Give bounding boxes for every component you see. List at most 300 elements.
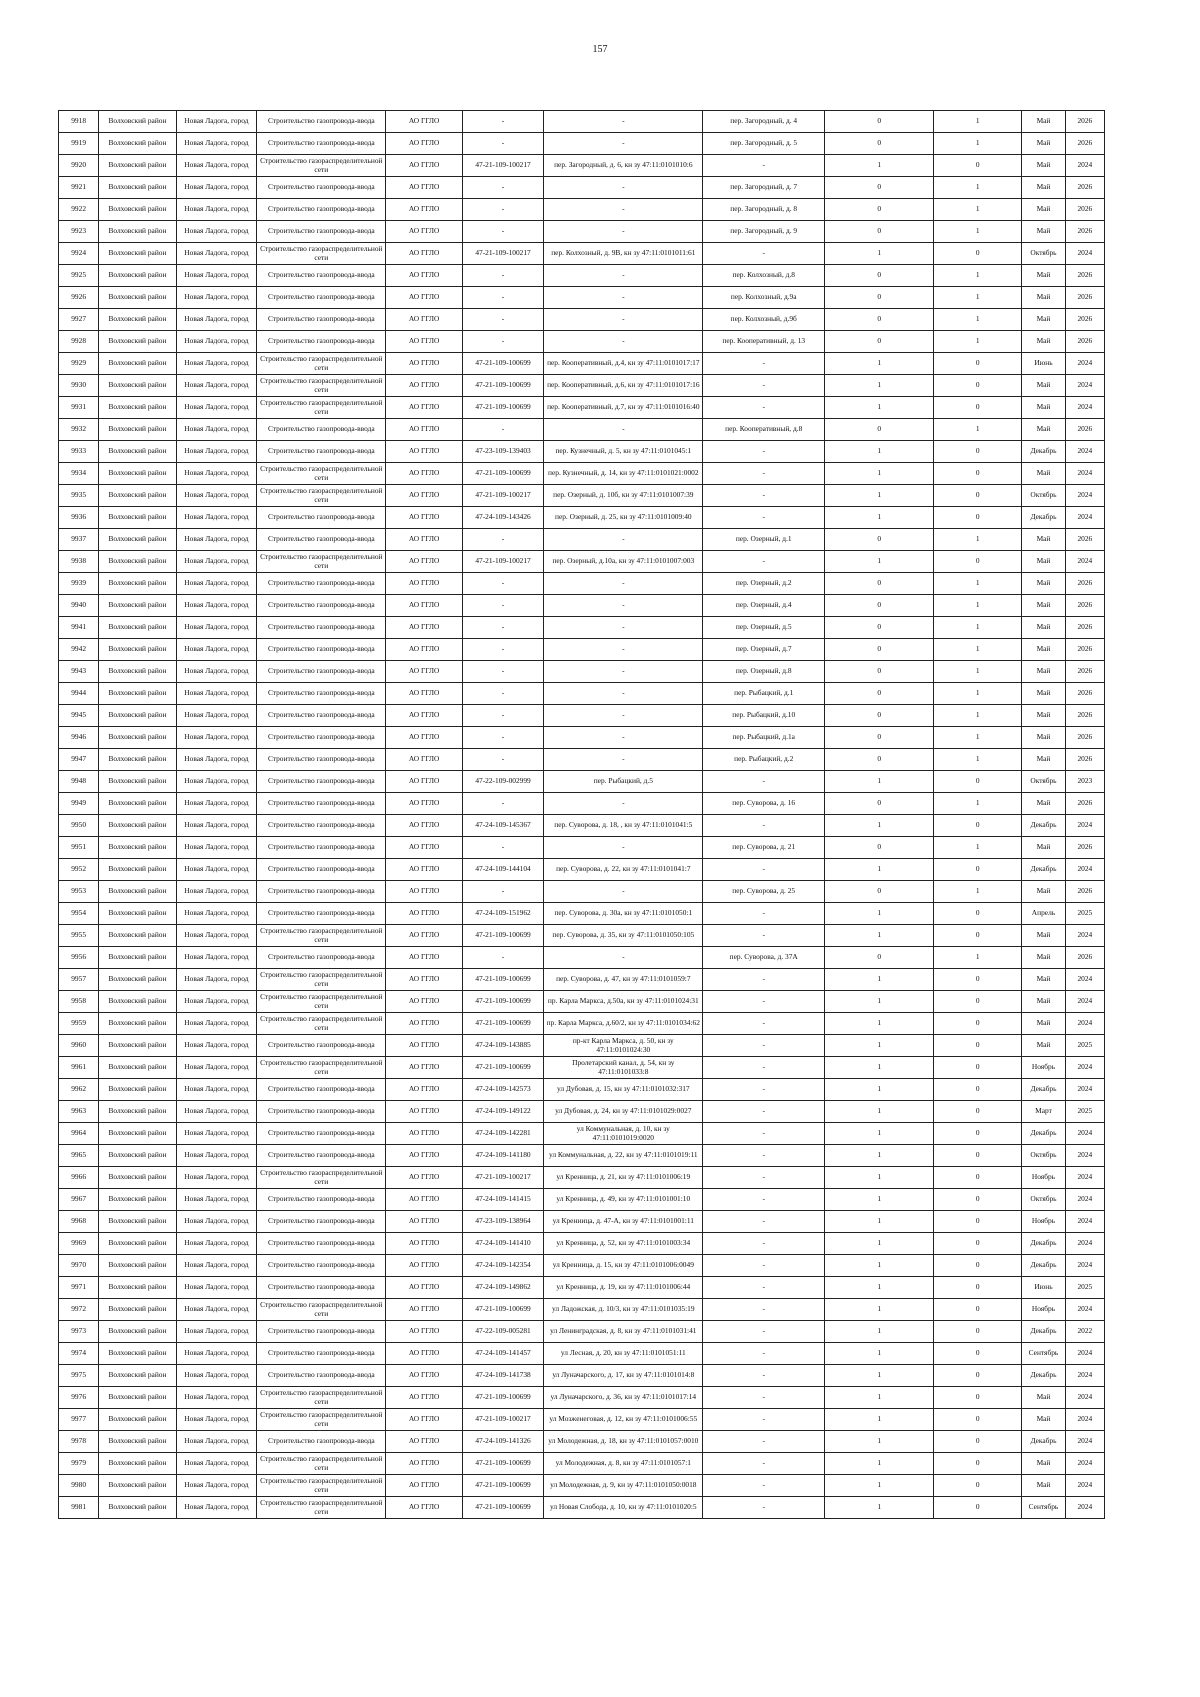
- cell-address: -: [703, 1409, 825, 1431]
- cell-cadastral-address: пер. Рыбацкий, д.5: [544, 771, 703, 793]
- cell-count-a: 0: [825, 133, 934, 155]
- cell-count-b: 0: [934, 1409, 1022, 1431]
- cell-year: 2024: [1065, 1299, 1104, 1321]
- cell-address: пер. Загородный, д. 5: [703, 133, 825, 155]
- cell-address: пер. Суворова, д. 25: [703, 881, 825, 903]
- cell-count-a: 1: [825, 1431, 934, 1453]
- cell-month: Май: [1022, 155, 1065, 177]
- cell-year: 2024: [1065, 1057, 1104, 1079]
- cell-row-number: 9931: [59, 397, 99, 419]
- cell-address: -: [703, 1189, 825, 1211]
- cell-count-b: 0: [934, 859, 1022, 881]
- cell-permit-number: 47-21-109-100699: [462, 1387, 544, 1409]
- cell-work-type: Строительство газораспределительной сети: [257, 1453, 386, 1475]
- cell-permit-number: 47-24-109-143426: [462, 507, 544, 529]
- cell-count-a: 0: [825, 749, 934, 771]
- cell-permit-number: 47-22-109-002999: [462, 771, 544, 793]
- cell-settlement: Новая Ладога, город: [176, 859, 257, 881]
- cell-count-a: 1: [825, 1013, 934, 1035]
- cell-year: 2026: [1065, 947, 1104, 969]
- cell-address: -: [703, 463, 825, 485]
- cell-address: -: [703, 155, 825, 177]
- cell-permit-number: 47-24-109-149862: [462, 1277, 544, 1299]
- cell-settlement: Новая Ладога, город: [176, 485, 257, 507]
- cell-work-type: Строительство газопровода-ввода: [257, 1101, 386, 1123]
- cell-settlement: Новая Ладога, город: [176, 727, 257, 749]
- cell-count-b: 1: [934, 331, 1022, 353]
- cell-district: Волховский район: [99, 1387, 176, 1409]
- table-row: [59, 375, 1105, 397]
- cell-work-type: Строительство газораспределительной сети: [257, 1497, 386, 1519]
- cell-month: Март: [1022, 1101, 1065, 1123]
- cell-permit-number: -: [462, 683, 544, 705]
- table-row: [59, 265, 1105, 287]
- cell-month: Май: [1022, 1475, 1065, 1497]
- cell-work-type: Строительство газопровода-ввода: [257, 815, 386, 837]
- cell-month: Май: [1022, 595, 1065, 617]
- cell-year: 2024: [1065, 463, 1104, 485]
- cell-district: Волховский район: [99, 1343, 176, 1365]
- cell-row-number: 9966: [59, 1167, 99, 1189]
- cell-district: Волховский район: [99, 661, 176, 683]
- cell-settlement: Новая Ладога, город: [176, 705, 257, 727]
- cell-organization: АО ГГЛО: [386, 727, 462, 749]
- cell-permit-number: 47-21-109-100217: [462, 1167, 544, 1189]
- table-row: [59, 397, 1105, 419]
- cell-work-type: Строительство газопровода-ввода: [257, 1431, 386, 1453]
- table-row: [59, 155, 1105, 177]
- cell-permit-number: 47-21-109-100699: [462, 1013, 544, 1035]
- cell-district: Волховский район: [99, 947, 176, 969]
- cell-settlement: Новая Ладога, город: [176, 793, 257, 815]
- cell-settlement: Новая Ладога, город: [176, 221, 257, 243]
- cell-count-a: 1: [825, 1189, 934, 1211]
- cell-row-number: 9941: [59, 617, 99, 639]
- cell-district: Волховский район: [99, 419, 176, 441]
- cell-permit-number: -: [462, 177, 544, 199]
- cell-year: 2026: [1065, 287, 1104, 309]
- cell-permit-number: 47-21-109-100699: [462, 969, 544, 991]
- cell-address: -: [703, 859, 825, 881]
- cell-district: Волховский район: [99, 1211, 176, 1233]
- table-row: [59, 903, 1105, 925]
- cell-organization: АО ГГЛО: [386, 221, 462, 243]
- cell-work-type: Строительство газораспределительной сети: [257, 1387, 386, 1409]
- cell-permit-number: 47-23-109-139403: [462, 441, 544, 463]
- cell-count-a: 0: [825, 419, 934, 441]
- cell-count-b: 0: [934, 1321, 1022, 1343]
- cell-month: Май: [1022, 375, 1065, 397]
- cell-permit-number: -: [462, 573, 544, 595]
- cell-work-type: Строительство газопровода-ввода: [257, 1233, 386, 1255]
- cell-count-b: 0: [934, 1299, 1022, 1321]
- cell-count-b: 0: [934, 1365, 1022, 1387]
- cell-district: Волховский район: [99, 1409, 176, 1431]
- cell-district: Волховский район: [99, 925, 176, 947]
- table-row: [59, 749, 1105, 771]
- cell-month: Декабрь: [1022, 1431, 1065, 1453]
- cell-cadastral-address: -: [544, 287, 703, 309]
- cell-count-b: 1: [934, 287, 1022, 309]
- cell-settlement: Новая Ладога, город: [176, 375, 257, 397]
- cell-month: Май: [1022, 177, 1065, 199]
- cell-organization: АО ГГЛО: [386, 551, 462, 573]
- cell-month: Май: [1022, 331, 1065, 353]
- cell-address: пер. Колхозный, д.9б: [703, 309, 825, 331]
- cell-district: Волховский район: [99, 463, 176, 485]
- cell-month: Май: [1022, 419, 1065, 441]
- cell-row-number: 9955: [59, 925, 99, 947]
- cell-work-type: Строительство газопровода-ввода: [257, 837, 386, 859]
- cell-month: Декабрь: [1022, 1233, 1065, 1255]
- cell-year: 2026: [1065, 221, 1104, 243]
- cell-count-b: 0: [934, 1255, 1022, 1277]
- cell-count-b: 1: [934, 661, 1022, 683]
- cell-year: 2024: [1065, 1145, 1104, 1167]
- cell-organization: АО ГГЛО: [386, 1233, 462, 1255]
- cell-count-a: 1: [825, 551, 934, 573]
- cell-organization: АО ГГЛО: [386, 441, 462, 463]
- cell-permit-number: -: [462, 639, 544, 661]
- cell-organization: АО ГГЛО: [386, 1431, 462, 1453]
- cell-permit-number: 47-21-109-100699: [462, 353, 544, 375]
- cell-permit-number: 47-21-109-100699: [462, 397, 544, 419]
- cell-district: Волховский район: [99, 485, 176, 507]
- cell-organization: АО ГГЛО: [386, 991, 462, 1013]
- cell-organization: АО ГГЛО: [386, 1211, 462, 1233]
- cell-count-a: 1: [825, 771, 934, 793]
- cell-count-a: 1: [825, 1035, 934, 1057]
- table-row: [59, 309, 1105, 331]
- cell-address: -: [703, 903, 825, 925]
- cell-cadastral-address: -: [544, 947, 703, 969]
- cell-address: -: [703, 485, 825, 507]
- cell-count-a: 0: [825, 617, 934, 639]
- cell-count-b: 0: [934, 463, 1022, 485]
- cell-year: 2024: [1065, 1211, 1104, 1233]
- cell-year: 2026: [1065, 749, 1104, 771]
- cell-cadastral-address: пер. Озерный, д.10а, кн зу 47:11:0101007:003: [544, 551, 703, 573]
- cell-organization: АО ГГЛО: [386, 265, 462, 287]
- cell-settlement: Новая Ладога, город: [176, 199, 257, 221]
- table-row: [59, 133, 1105, 155]
- cell-month: Май: [1022, 683, 1065, 705]
- cell-permit-number: 47-24-109-142573: [462, 1079, 544, 1101]
- cell-address: пер. Колхозный, д.9а: [703, 287, 825, 309]
- cell-row-number: 9944: [59, 683, 99, 705]
- cell-work-type: Строительство газораспределительной сети: [257, 969, 386, 991]
- table-row: [59, 947, 1105, 969]
- cell-row-number: 9976: [59, 1387, 99, 1409]
- cell-count-a: 1: [825, 815, 934, 837]
- cell-district: Волховский район: [99, 1189, 176, 1211]
- cell-year: 2025: [1065, 1035, 1104, 1057]
- cell-year: 2022: [1065, 1321, 1104, 1343]
- cell-settlement: Новая Ладога, город: [176, 265, 257, 287]
- cell-permit-number: 47-24-109-145367: [462, 815, 544, 837]
- table-row: [59, 837, 1105, 859]
- cell-cadastral-address: -: [544, 881, 703, 903]
- table-row: [59, 1211, 1105, 1233]
- cell-permit-number: 47-21-109-100699: [462, 1475, 544, 1497]
- cell-year: 2024: [1065, 1497, 1104, 1519]
- cell-settlement: Новая Ладога, город: [176, 1497, 257, 1519]
- cell-district: Волховский район: [99, 375, 176, 397]
- table-row: [59, 353, 1105, 375]
- cell-month: Май: [1022, 133, 1065, 155]
- cell-month: Ноябрь: [1022, 1057, 1065, 1079]
- cell-count-a: 1: [825, 375, 934, 397]
- cell-cadastral-address: -: [544, 727, 703, 749]
- cell-address: -: [703, 925, 825, 947]
- cell-count-b: 0: [934, 397, 1022, 419]
- cell-organization: АО ГГЛО: [386, 353, 462, 375]
- table-row: [59, 639, 1105, 661]
- cell-count-a: 0: [825, 705, 934, 727]
- cell-row-number: 9942: [59, 639, 99, 661]
- cell-row-number: 9975: [59, 1365, 99, 1387]
- cell-row-number: 9956: [59, 947, 99, 969]
- cell-permit-number: 47-24-109-142281: [462, 1123, 544, 1145]
- cell-row-number: 9981: [59, 1497, 99, 1519]
- table-row: [59, 221, 1105, 243]
- cell-work-type: Строительство газопровода-ввода: [257, 133, 386, 155]
- cell-settlement: Новая Ладога, город: [176, 1277, 257, 1299]
- table-row: [59, 1277, 1105, 1299]
- table-row: [59, 1145, 1105, 1167]
- cell-work-type: Строительство газораспределительной сети: [257, 353, 386, 375]
- cell-row-number: 9937: [59, 529, 99, 551]
- cell-district: Волховский район: [99, 353, 176, 375]
- cell-work-type: Строительство газопровода-ввода: [257, 1211, 386, 1233]
- cell-count-a: 0: [825, 639, 934, 661]
- cell-permit-number: 47-21-109-100217: [462, 551, 544, 573]
- cell-settlement: Новая Ладога, город: [176, 1035, 257, 1057]
- cell-cadastral-address: -: [544, 419, 703, 441]
- cell-month: Май: [1022, 221, 1065, 243]
- cell-address: -: [703, 375, 825, 397]
- cell-count-a: 1: [825, 969, 934, 991]
- cell-count-b: 0: [934, 1387, 1022, 1409]
- cell-cadastral-address: -: [544, 309, 703, 331]
- cell-year: 2024: [1065, 991, 1104, 1013]
- cell-year: 2026: [1065, 881, 1104, 903]
- cell-count-b: 1: [934, 265, 1022, 287]
- table-body: [59, 111, 1105, 1519]
- cell-work-type: Строительство газопровода-ввода: [257, 265, 386, 287]
- cell-work-type: Строительство газораспределительной сети: [257, 155, 386, 177]
- cell-settlement: Новая Ладога, город: [176, 1299, 257, 1321]
- cell-year: 2024: [1065, 551, 1104, 573]
- cell-district: Волховский район: [99, 727, 176, 749]
- cell-year: 2024: [1065, 1255, 1104, 1277]
- cell-cadastral-address: пер. Суворова, д. 35, кн зу 47:11:0101050:105: [544, 925, 703, 947]
- cell-count-b: 1: [934, 727, 1022, 749]
- cell-row-number: 9963: [59, 1101, 99, 1123]
- cell-organization: АО ГГЛО: [386, 243, 462, 265]
- cell-year: 2024: [1065, 1365, 1104, 1387]
- cell-cadastral-address: -: [544, 617, 703, 639]
- cell-month: Ноябрь: [1022, 1167, 1065, 1189]
- cell-count-a: 1: [825, 1079, 934, 1101]
- cell-organization: АО ГГЛО: [386, 705, 462, 727]
- cell-month: Май: [1022, 199, 1065, 221]
- cell-permit-number: -: [462, 793, 544, 815]
- cell-work-type: Строительство газопровода-ввода: [257, 595, 386, 617]
- cell-settlement: Новая Ладога, город: [176, 529, 257, 551]
- cell-work-type: Строительство газораспределительной сети: [257, 925, 386, 947]
- cell-month: Май: [1022, 573, 1065, 595]
- cell-address: -: [703, 1277, 825, 1299]
- cell-count-a: 1: [825, 1123, 934, 1145]
- cell-year: 2026: [1065, 419, 1104, 441]
- cell-organization: АО ГГЛО: [386, 793, 462, 815]
- cell-work-type: Строительство газораспределительной сети: [257, 1013, 386, 1035]
- cell-organization: АО ГГЛО: [386, 397, 462, 419]
- cell-month: Май: [1022, 705, 1065, 727]
- cell-settlement: Новая Ладога, город: [176, 177, 257, 199]
- cell-row-number: 9946: [59, 727, 99, 749]
- cell-district: Волховский район: [99, 133, 176, 155]
- cell-address: -: [703, 991, 825, 1013]
- cell-count-b: 0: [934, 353, 1022, 375]
- cell-work-type: Строительство газораспределительной сети: [257, 1409, 386, 1431]
- cell-settlement: Новая Ладога, город: [176, 947, 257, 969]
- cell-settlement: Новая Ладога, город: [176, 1343, 257, 1365]
- cell-work-type: Строительство газораспределительной сети: [257, 1299, 386, 1321]
- cell-cadastral-address: -: [544, 837, 703, 859]
- cell-district: Волховский район: [99, 991, 176, 1013]
- cell-row-number: 9978: [59, 1431, 99, 1453]
- cell-settlement: Новая Ладога, город: [176, 463, 257, 485]
- cell-district: Волховский район: [99, 1453, 176, 1475]
- cell-count-a: 1: [825, 1387, 934, 1409]
- cell-work-type: Строительство газопровода-ввода: [257, 1123, 386, 1145]
- cell-work-type: Строительство газораспределительной сети: [257, 243, 386, 265]
- cell-district: Волховский район: [99, 881, 176, 903]
- cell-month: Апрель: [1022, 903, 1065, 925]
- cell-row-number: 9968: [59, 1211, 99, 1233]
- cell-count-a: 1: [825, 1167, 934, 1189]
- cell-cadastral-address: -: [544, 705, 703, 727]
- cell-district: Волховский район: [99, 1079, 176, 1101]
- cell-count-b: 0: [934, 1013, 1022, 1035]
- cell-organization: АО ГГЛО: [386, 309, 462, 331]
- table-row: [59, 1365, 1105, 1387]
- cell-year: 2026: [1065, 529, 1104, 551]
- cell-permit-number: 47-24-109-141415: [462, 1189, 544, 1211]
- cell-row-number: 9960: [59, 1035, 99, 1057]
- cell-address: -: [703, 1101, 825, 1123]
- cell-settlement: Новая Ладога, город: [176, 441, 257, 463]
- cell-settlement: Новая Ладога, город: [176, 1211, 257, 1233]
- table-row: [59, 287, 1105, 309]
- cell-organization: АО ГГЛО: [386, 1101, 462, 1123]
- cell-settlement: Новая Ладога, город: [176, 1101, 257, 1123]
- cell-permit-number: 47-22-109-005281: [462, 1321, 544, 1343]
- cell-settlement: Новая Ладога, город: [176, 969, 257, 991]
- cell-row-number: 9952: [59, 859, 99, 881]
- cell-count-b: 0: [934, 991, 1022, 1013]
- cell-count-a: 1: [825, 507, 934, 529]
- cell-year: 2026: [1065, 837, 1104, 859]
- cell-month: Декабрь: [1022, 507, 1065, 529]
- cell-row-number: 9920: [59, 155, 99, 177]
- cell-cadastral-address: -: [544, 639, 703, 661]
- cell-work-type: Строительство газопровода-ввода: [257, 1277, 386, 1299]
- cell-district: Волховский район: [99, 617, 176, 639]
- cell-work-type: Строительство газопровода-ввода: [257, 419, 386, 441]
- cell-count-b: 1: [934, 749, 1022, 771]
- cell-settlement: Новая Ладога, город: [176, 111, 257, 133]
- cell-month: Декабрь: [1022, 1079, 1065, 1101]
- cell-count-b: 0: [934, 1233, 1022, 1255]
- cell-settlement: Новая Ладога, город: [176, 1365, 257, 1387]
- cell-count-b: 0: [934, 375, 1022, 397]
- cell-work-type: Строительство газопровода-ввода: [257, 1321, 386, 1343]
- cell-address: пер. Загородный, д. 7: [703, 177, 825, 199]
- cell-count-b: 0: [934, 155, 1022, 177]
- cell-address: -: [703, 397, 825, 419]
- cell-district: Волховский район: [99, 1497, 176, 1519]
- cell-cadastral-address: ул Коммунальная, д. 22, кн зу 47:11:0101019:11: [544, 1145, 703, 1167]
- cell-organization: АО ГГЛО: [386, 815, 462, 837]
- cell-count-a: 0: [825, 529, 934, 551]
- cell-district: Волховский район: [99, 969, 176, 991]
- cell-count-b: 0: [934, 243, 1022, 265]
- cell-year: 2024: [1065, 1079, 1104, 1101]
- cell-address: пер. Суворова, д. 16: [703, 793, 825, 815]
- cell-count-b: 0: [934, 1057, 1022, 1079]
- cell-year: 2024: [1065, 1475, 1104, 1497]
- cell-cadastral-address: пер. Кузнечный, д. 14, кн зу 47:11:0101021:0002: [544, 463, 703, 485]
- cell-address: -: [703, 1057, 825, 1079]
- cell-permit-number: -: [462, 331, 544, 353]
- cell-address: пер. Суворова, д. 37А: [703, 947, 825, 969]
- cell-count-b: 0: [934, 1145, 1022, 1167]
- cell-month: Май: [1022, 881, 1065, 903]
- cell-permit-number: -: [462, 727, 544, 749]
- cell-count-a: 1: [825, 1475, 934, 1497]
- cell-district: Волховский район: [99, 331, 176, 353]
- cell-year: 2024: [1065, 155, 1104, 177]
- cell-count-a: 0: [825, 111, 934, 133]
- cell-year: 2024: [1065, 441, 1104, 463]
- cell-work-type: Строительство газопровода-ввода: [257, 661, 386, 683]
- cell-permit-number: 47-21-109-100217: [462, 485, 544, 507]
- cell-organization: АО ГГЛО: [386, 1079, 462, 1101]
- cell-year: 2026: [1065, 683, 1104, 705]
- cell-cadastral-address: -: [544, 177, 703, 199]
- cell-month: Май: [1022, 1409, 1065, 1431]
- table-row: [59, 815, 1105, 837]
- cell-address: -: [703, 1453, 825, 1475]
- cell-count-b: 1: [934, 793, 1022, 815]
- cell-row-number: 9974: [59, 1343, 99, 1365]
- cell-permit-number: -: [462, 661, 544, 683]
- cell-month: Май: [1022, 1453, 1065, 1475]
- cell-row-number: 9953: [59, 881, 99, 903]
- cell-settlement: Новая Ладога, город: [176, 419, 257, 441]
- cell-settlement: Новая Ладога, город: [176, 1255, 257, 1277]
- cell-month: Декабрь: [1022, 859, 1065, 881]
- cell-row-number: 9929: [59, 353, 99, 375]
- cell-count-b: 0: [934, 441, 1022, 463]
- cell-row-number: 9943: [59, 661, 99, 683]
- cell-cadastral-address: -: [544, 661, 703, 683]
- cell-work-type: Строительство газопровода-ввода: [257, 1079, 386, 1101]
- cell-work-type: Строительство газопровода-ввода: [257, 1365, 386, 1387]
